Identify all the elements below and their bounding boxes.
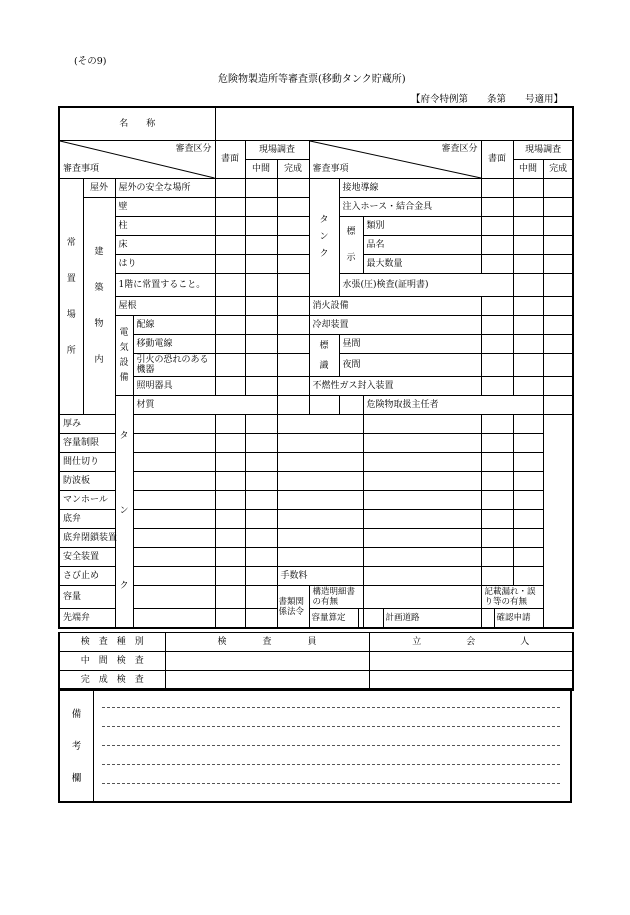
denki-label: 電気設備 (115, 316, 133, 396)
haisen-item: 配線 (133, 316, 215, 335)
torishu-item: 危険物取扱主任者 (363, 396, 543, 415)
tank-item: 材質 (133, 396, 277, 415)
cell[interactable] (363, 472, 481, 491)
keikaku-item: 計画道路 (385, 612, 420, 623)
cell[interactable] (133, 415, 215, 434)
blank-item[interactable] (277, 434, 363, 453)
cell[interactable] (215, 377, 245, 396)
middle-inspector-field[interactable] (165, 652, 369, 671)
cell[interactable] (481, 434, 513, 453)
cell[interactable] (245, 472, 277, 491)
cell[interactable] (277, 274, 309, 297)
cell[interactable] (513, 255, 543, 274)
notes-section (58, 688, 572, 803)
blank-item[interactable] (277, 510, 363, 529)
tank-item: 先端弁 (59, 609, 133, 629)
right-middle-header: 中間 (513, 160, 543, 179)
yane-item: 屋根 (115, 297, 215, 316)
name-value[interactable] (215, 107, 573, 141)
ordinance-reference: 【府令特例第 条第 号適用】 (411, 94, 564, 105)
cell[interactable] (513, 472, 543, 491)
cell[interactable] (363, 529, 481, 548)
cell[interactable] (215, 179, 245, 198)
cell[interactable] (245, 586, 277, 609)
cell[interactable] (543, 335, 573, 354)
notes-line[interactable] (102, 745, 560, 746)
cell[interactable] (245, 236, 277, 255)
blank-item[interactable] (277, 415, 363, 434)
kisai-item: 記載漏れ・誤り等の有無 (481, 586, 543, 609)
hikabi-item: 引火の恐れのある機器 (133, 354, 215, 377)
cell[interactable] (481, 529, 513, 548)
notes-label-char: 欄 (71, 773, 82, 784)
cell[interactable] (245, 217, 277, 236)
cell[interactable] (133, 491, 215, 510)
ikkai-item: 1階に常置すること。 (115, 274, 215, 297)
cell[interactable] (481, 567, 513, 586)
right-header-diagonal (309, 141, 481, 179)
cell[interactable] (215, 217, 245, 236)
cell[interactable] (277, 377, 309, 396)
chunyu-item: 注入ホース・結合金具 (339, 198, 481, 217)
cell[interactable] (277, 217, 309, 236)
right-category-label: 審査区分 (441, 144, 478, 154)
reikyaku-item: 冷却装置 (309, 316, 481, 335)
tank-item: 容量 (59, 586, 133, 609)
cell[interactable] (245, 316, 277, 335)
cell[interactable] (133, 434, 215, 453)
cell[interactable] (513, 491, 543, 510)
cell[interactable] (513, 198, 543, 217)
cell[interactable] (543, 377, 573, 396)
cell[interactable] (481, 453, 513, 472)
cell[interactable] (245, 198, 277, 217)
tank-item: 安全装置 (59, 548, 133, 567)
hari-item: はり (115, 255, 215, 274)
sub-row (481, 609, 543, 629)
cell[interactable] (245, 491, 277, 510)
cell[interactable] (513, 297, 543, 316)
review-table (58, 106, 574, 629)
hyoshiki-label: 標識 (309, 335, 339, 377)
yuka-item: 床 (115, 236, 215, 255)
cell[interactable] (513, 434, 543, 453)
tank-item: 厚み (59, 415, 133, 434)
middle-inspection-label: 中 間 検 査 (59, 652, 165, 671)
shomei-item: 照明器具 (133, 377, 215, 396)
jochi-label: 常置場所 (59, 179, 83, 415)
inspection-table (58, 632, 574, 691)
cell[interactable] (481, 472, 513, 491)
right-tank-label: タンク (309, 179, 339, 297)
left-category-label: 審査区分 (175, 144, 212, 154)
tank-item: 間仕切り (59, 453, 133, 472)
cell[interactable] (543, 255, 573, 274)
cell[interactable] (481, 491, 513, 510)
right-document-header: 書面 (481, 141, 513, 179)
cell[interactable] (363, 510, 481, 529)
kozo-item: 構造明細書の有無 (309, 586, 363, 609)
cell[interactable] (245, 548, 277, 567)
cell[interactable] (481, 316, 513, 335)
cell[interactable] (363, 434, 481, 453)
tank-item: 底弁 (59, 510, 133, 529)
cell[interactable] (513, 217, 543, 236)
tank-item: 防波板 (59, 472, 133, 491)
kenchikubutsu-nai-label: 建築物内 (83, 198, 115, 415)
notes-line[interactable] (102, 726, 560, 727)
cell[interactable] (339, 396, 363, 415)
blank-item[interactable] (277, 472, 363, 491)
cell[interactable] (513, 179, 543, 198)
cell[interactable] (513, 236, 543, 255)
cell[interactable] (215, 491, 245, 510)
cell[interactable] (543, 297, 573, 316)
cell[interactable] (215, 198, 245, 217)
notes-line[interactable] (102, 783, 560, 784)
cell[interactable] (543, 198, 573, 217)
cell[interactable] (133, 453, 215, 472)
cell[interactable] (513, 510, 543, 529)
cell[interactable] (133, 472, 215, 491)
cell[interactable] (513, 567, 543, 586)
cell[interactable] (482, 609, 495, 627)
cell[interactable] (481, 255, 513, 274)
cell[interactable] (277, 179, 309, 198)
cell[interactable] (543, 354, 573, 377)
hyoji-label: 標示 (339, 217, 363, 274)
cell[interactable] (215, 472, 245, 491)
left-item-label: 審査事項 (63, 164, 100, 174)
right-complete-header: 完成 (543, 160, 573, 179)
cell[interactable] (513, 377, 543, 396)
cell[interactable] (245, 255, 277, 274)
name-label: 名 称 (59, 107, 215, 141)
cell[interactable] (133, 548, 215, 567)
cell[interactable] (513, 354, 543, 377)
cell[interactable] (245, 510, 277, 529)
blank-item[interactable] (277, 529, 363, 548)
cell[interactable] (245, 297, 277, 316)
cell[interactable] (363, 491, 481, 510)
cell[interactable] (481, 198, 513, 217)
sub-row (309, 609, 420, 629)
cell[interactable] (245, 415, 277, 434)
cell[interactable] (215, 255, 245, 274)
cell[interactable] (543, 179, 573, 198)
cell[interactable] (513, 548, 543, 567)
ido-densen-item: 移動電線 (133, 335, 215, 354)
cell[interactable] (481, 354, 513, 377)
cell[interactable] (513, 335, 543, 354)
cell[interactable] (363, 567, 481, 586)
tank-item: マンホール (59, 491, 133, 510)
cell[interactable] (513, 529, 543, 548)
okugai-item: 屋外の安全な場所 (115, 179, 215, 198)
cell[interactable] (543, 236, 573, 255)
tank-item: 底弁閉鎖装置 (59, 529, 133, 548)
cell[interactable] (245, 274, 277, 297)
notes-label (60, 689, 94, 801)
cell[interactable] (245, 179, 277, 198)
cell[interactable] (277, 255, 309, 274)
cell[interactable] (543, 396, 573, 415)
cell[interactable] (277, 396, 309, 415)
cell[interactable] (363, 548, 481, 567)
left-complete-header: 完成 (277, 160, 309, 179)
cell[interactable] (481, 510, 513, 529)
cell[interactable] (481, 297, 513, 316)
inspector-header: 検 査 員 (165, 633, 369, 652)
shorui-label: 書類関係法令 (277, 586, 309, 629)
middle-witness-field[interactable] (369, 652, 573, 671)
cell[interactable] (245, 453, 277, 472)
complete-inspection-label: 完 成 検 査 (59, 671, 165, 691)
cell[interactable] (481, 217, 513, 236)
cell[interactable] (215, 274, 245, 297)
right-site-header: 現場調査 (513, 141, 573, 160)
cell[interactable] (215, 415, 245, 434)
okugai-label: 屋外 (83, 179, 115, 198)
hashira-item: 柱 (115, 217, 215, 236)
blank-item[interactable] (277, 548, 363, 567)
yoru-item: 夜間 (339, 354, 481, 377)
left-middle-header: 中間 (245, 160, 277, 179)
saidai-item: 最大数量 (363, 255, 481, 274)
sheet-number: (その9) (74, 56, 107, 67)
left-site-header: 現場調査 (245, 141, 309, 160)
inspection-type-header: 検 査 種 別 (59, 633, 165, 652)
cell[interactable] (245, 354, 277, 377)
cell[interactable] (215, 453, 245, 472)
cell[interactable] (215, 354, 245, 377)
cell[interactable] (481, 548, 513, 567)
cell[interactable] (513, 316, 543, 335)
hinmei-item: 品名 (363, 236, 481, 255)
cell[interactable] (277, 354, 309, 377)
cell[interactable] (277, 236, 309, 255)
cell[interactable] (363, 453, 481, 472)
kabe-item: 壁 (115, 198, 215, 217)
yoryo-santei-item: 容量算定 (310, 609, 359, 627)
cell[interactable] (215, 236, 245, 255)
cell[interactable] (513, 274, 543, 297)
cell[interactable] (543, 274, 573, 297)
blank-item[interactable] (277, 491, 363, 510)
cell[interactable] (359, 609, 384, 627)
shoka-item: 消火設備 (309, 297, 481, 316)
setchi-item: 接地導線 (339, 179, 481, 198)
cell[interactable] (245, 529, 277, 548)
cell[interactable] (543, 316, 573, 335)
cell[interactable] (363, 586, 481, 609)
cell[interactable] (215, 316, 245, 335)
notes-label-char: 考 (71, 741, 82, 752)
kakunin-item: 確認申請 (496, 612, 531, 623)
hiru-item: 昼間 (339, 335, 481, 354)
cell[interactable] (277, 316, 309, 335)
cell[interactable] (245, 377, 277, 396)
notes-label-char: 備 (71, 709, 82, 720)
cell[interactable] (215, 297, 245, 316)
tesuryo-item: 手数料 (277, 567, 363, 586)
cell[interactable] (277, 335, 309, 354)
cell[interactable] (215, 434, 245, 453)
funen-item: 不燃性ガス封入装置 (309, 377, 481, 396)
cell[interactable] (215, 335, 245, 354)
cell[interactable] (133, 529, 215, 548)
ruibetsu-item: 類別 (363, 217, 481, 236)
suiatsu-item: 水張(圧)検査(証明書) (339, 274, 513, 297)
notes-line[interactable] (102, 707, 560, 708)
cell[interactable] (481, 179, 513, 198)
cell[interactable] (309, 396, 339, 415)
cell[interactable] (277, 198, 309, 217)
blank-item[interactable] (277, 453, 363, 472)
cell[interactable] (245, 434, 277, 453)
notes-line[interactable] (102, 764, 560, 765)
tank-item: 容量制限 (59, 434, 133, 453)
cell[interactable] (363, 415, 481, 434)
cell[interactable] (245, 335, 277, 354)
cell[interactable] (245, 567, 277, 586)
cell[interactable] (215, 609, 245, 629)
left-header-diagonal (59, 141, 215, 179)
cell[interactable] (481, 415, 513, 434)
right-item-label: 審査事項 (312, 164, 349, 174)
witness-header: 立 会 人 (369, 633, 573, 652)
left-document-header: 書面 (215, 141, 245, 179)
cell[interactable] (215, 567, 245, 586)
cell[interactable] (513, 415, 543, 434)
cell[interactable] (481, 335, 513, 354)
form-title: 危険物製造所等審査票(移動タンク貯蔵所) (218, 74, 406, 85)
cell[interactable] (215, 586, 245, 609)
cell[interactable] (133, 567, 215, 586)
cell[interactable] (277, 297, 309, 316)
cell[interactable] (215, 510, 245, 529)
cell[interactable] (133, 609, 215, 629)
cell[interactable] (245, 609, 277, 629)
cell[interactable] (543, 217, 573, 236)
cell[interactable] (215, 529, 245, 548)
cell[interactable] (215, 548, 245, 567)
cell[interactable] (481, 236, 513, 255)
left-tank-label: タンク (115, 396, 133, 629)
cell[interactable] (133, 586, 215, 609)
cell[interactable] (481, 377, 513, 396)
tank-item: さび止め (59, 567, 133, 586)
cell[interactable] (133, 510, 215, 529)
cell[interactable] (513, 453, 543, 472)
